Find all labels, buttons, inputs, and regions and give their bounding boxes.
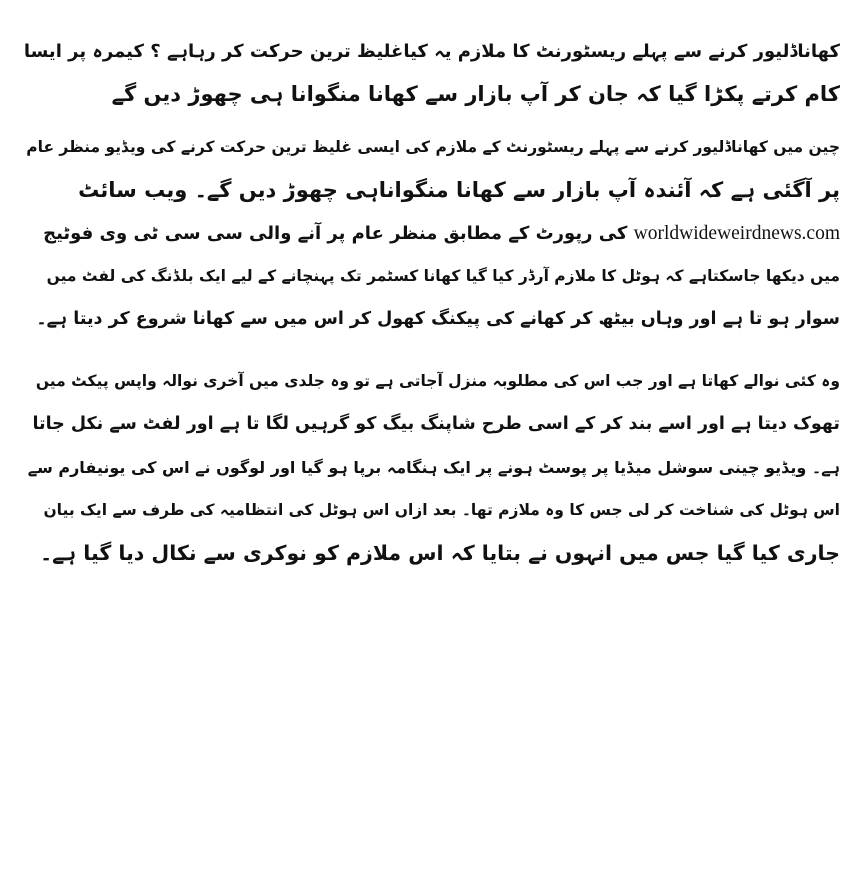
article-body bbox=[24, 30, 840, 575]
text-line-with-source bbox=[24, 212, 840, 255]
text-line: میں دیکھا جاسکتاہے کہ ہوٹل کا ملازم آرڈر کیا گیا کھانا کسٹمر تک پہنچانے کے لیے ایک بلڈنگ کی لفٹ میں bbox=[46, 267, 840, 285]
text-line: کھاناڈلیور کرنے سے پہلے ریسٹورنٹ کا ملازم یہ کیاغلیظ ترین حرکت کر رہاہے ؟ کیمرہ پر ایسا bbox=[23, 41, 840, 62]
text-line: پر آگئی ہے کہ آئندہ آپ بازار سے کھانا منگواناہی چھوڑ دیں گے۔ ویب سائٹ bbox=[78, 178, 840, 202]
text-line: وہ کئی نوالے کھاتا ہے اور جب اس کی مطلوبہ منزل آجاتی ہے تو وہ جلدی میں آخری نوالہ واپس پیکٹ میں bbox=[35, 372, 840, 390]
text-line: اس ہوٹل کی شناخت کر لی جس کا وہ ملازم تھا۔ بعد ازاں اس ہوٹل کی انتظامیہ کی طرف سے ایک بیان bbox=[43, 501, 840, 519]
text-line: تھوک دیتا ہے اور اسے بند کر کے اسی طرح شاپنگ بیگ کو گرہیں لگا تا ہے اور لفٹ سے نکل جاتا bbox=[32, 414, 840, 434]
source-report-text: کی رپورٹ کے مطابق منظر عام پر آنے والی سی سی ٹی وی فوٹیج bbox=[43, 223, 634, 244]
text-line: چین میں کھاناڈلیور کرنے سے پہلے ریسٹورنٹ کے ملازم کی ایسی غلیظ ترین حرکت کرنے کی ویڈیو منظر عام bbox=[26, 138, 840, 156]
body-paragraph-2 bbox=[24, 360, 840, 575]
text-line: ہے۔ ویڈیو چینی سوشل میڈیا پر پوسٹ ہونے پر ایک ہنگامہ برپا ہو گیا اور لوگوں نے اس کی یونیفارم سے bbox=[27, 458, 840, 477]
source-website-link[interactable]: worldwideweirdnews.com bbox=[633, 223, 840, 244]
text-line: کام کرتے پکڑا گیا کہ جان کر آپ بازار سے کھانا منگوانا ہی چھوڑ دیں گے bbox=[111, 82, 840, 106]
text-line: سوار ہو تا ہے اور وہاں بیٹھ کر کھانے کی پیکنگ کھول کر اس میں سے کھانا شروع کر دیتا ہے۔ bbox=[36, 309, 840, 329]
text-line: جاری کیا گیا جس میں انہوں نے بتایا کہ اس ملازم کو نوکری سے نکال دیا گیا ہے۔ bbox=[40, 541, 840, 565]
body-paragraph-1 bbox=[24, 126, 840, 341]
headline-paragraph bbox=[24, 30, 840, 116]
